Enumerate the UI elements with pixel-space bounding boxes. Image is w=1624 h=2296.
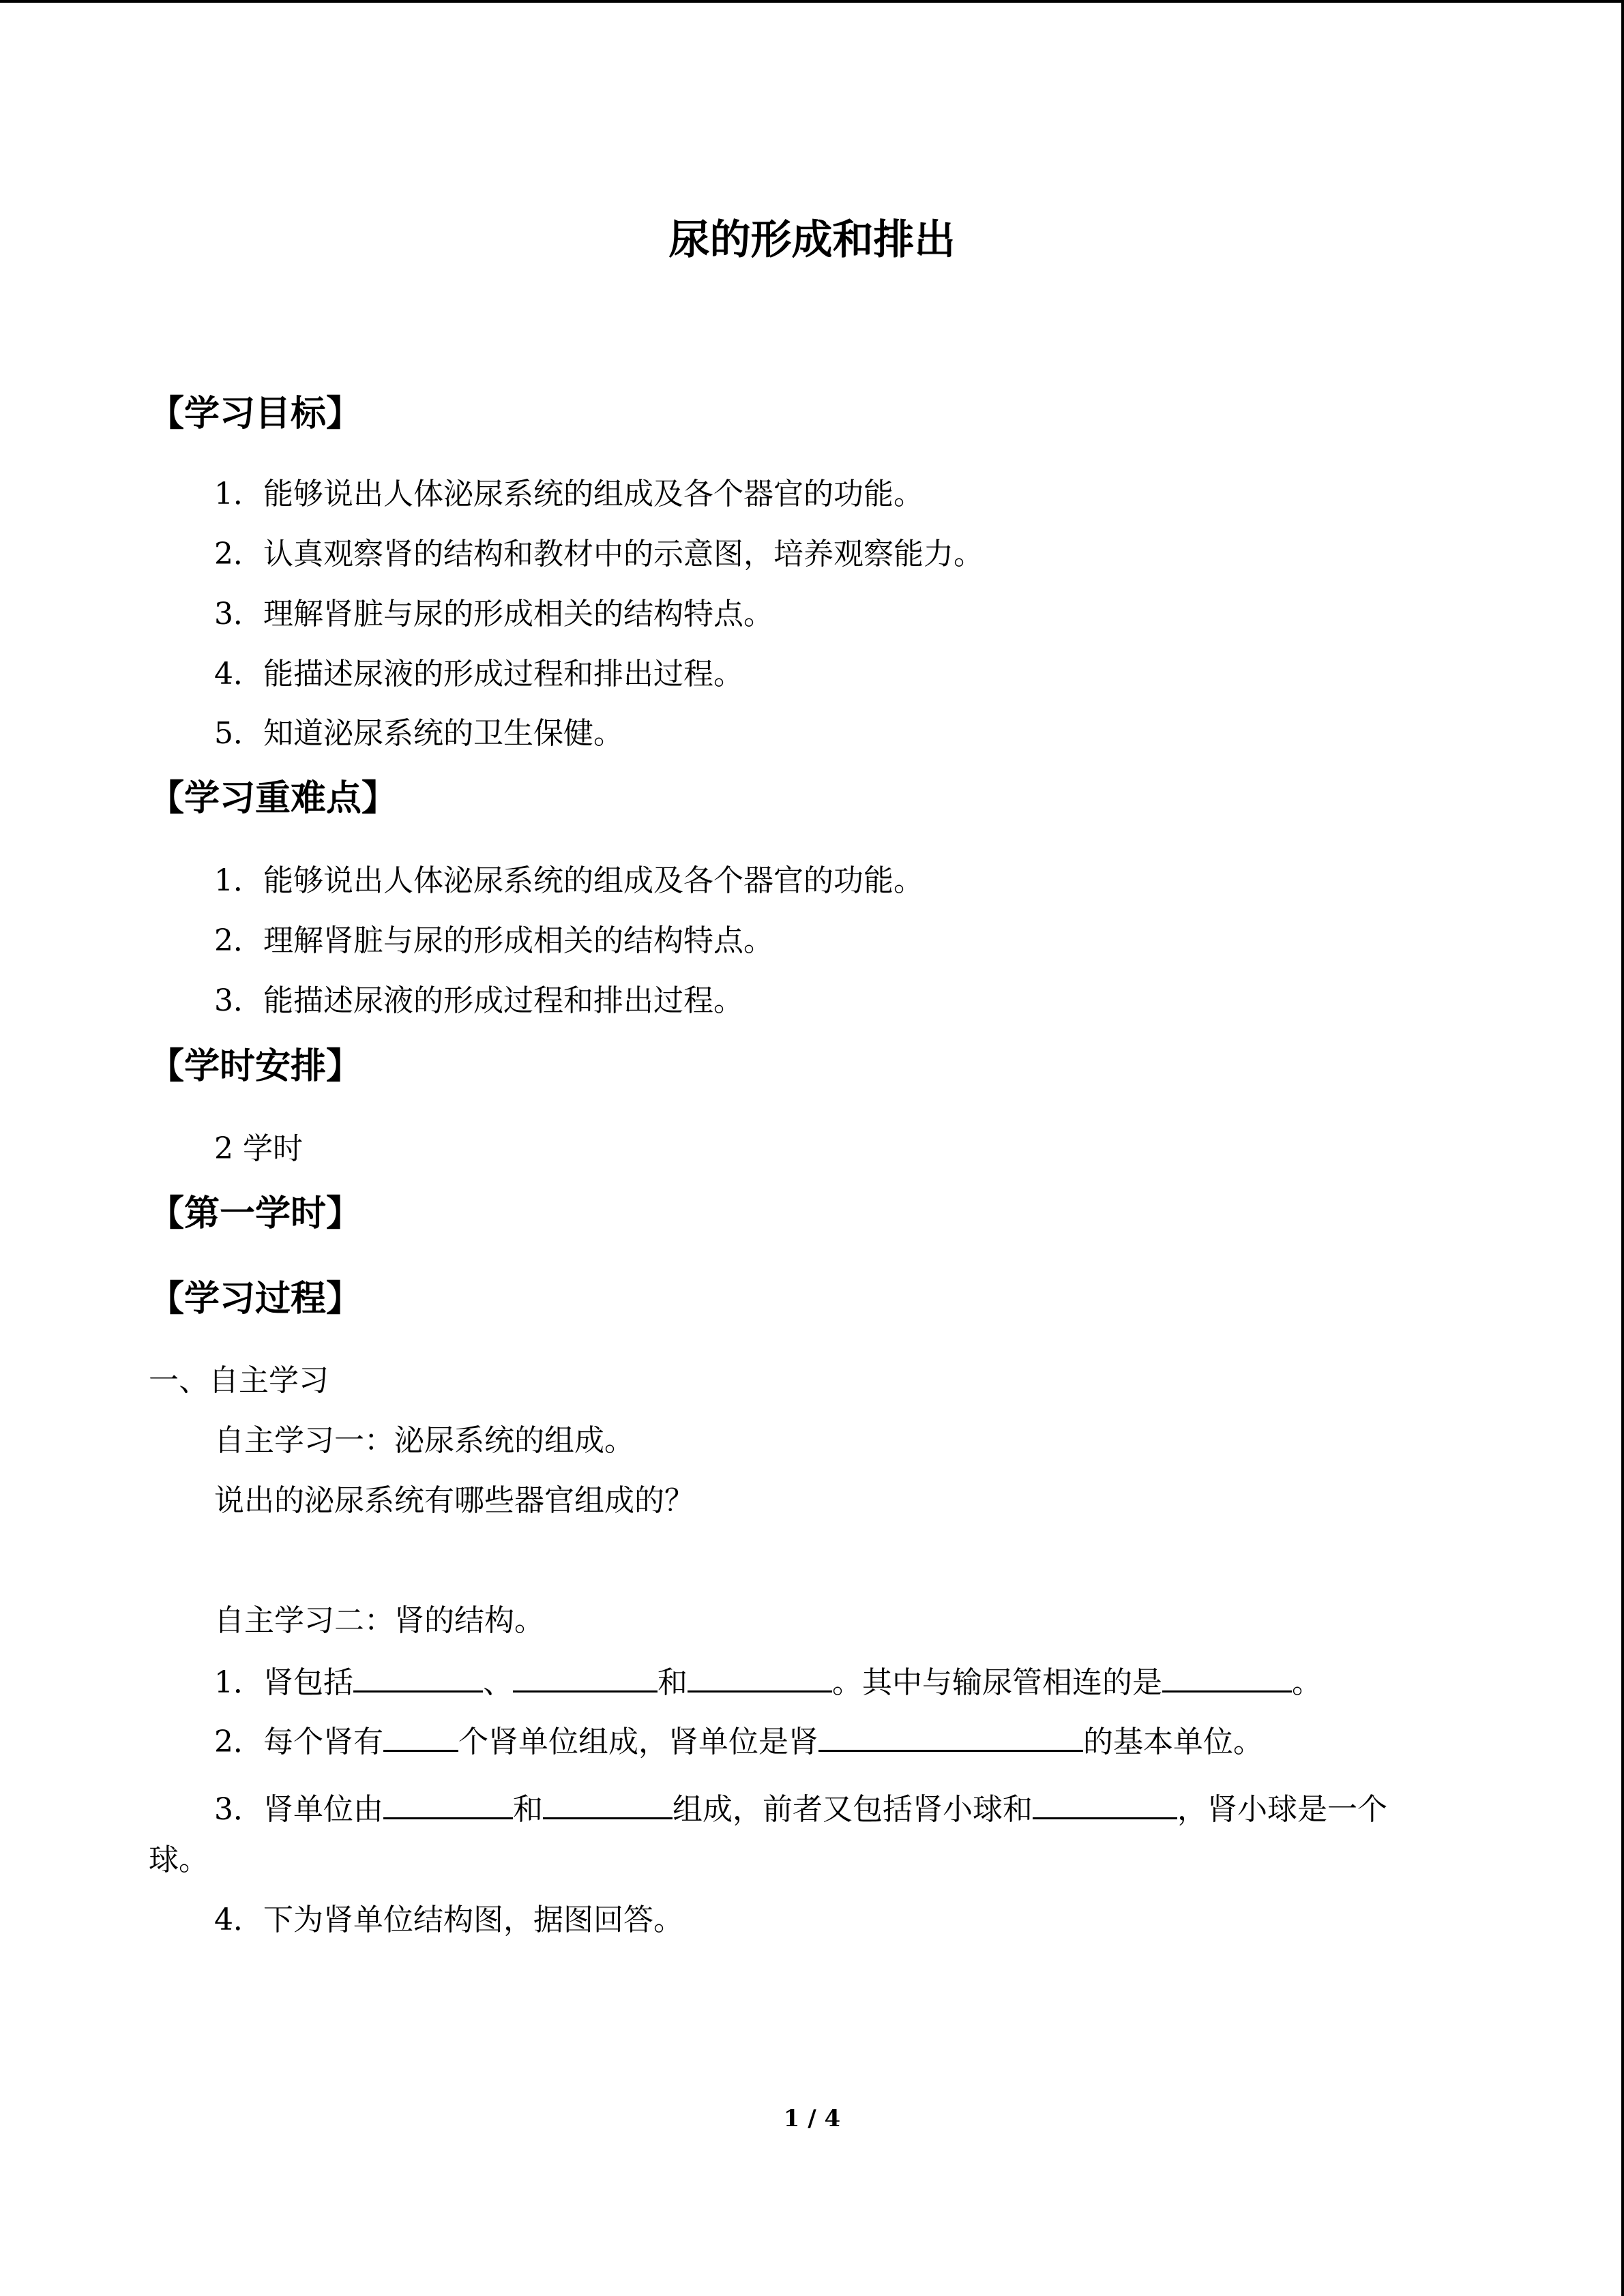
answer-blank[interactable] <box>818 1720 1083 1752</box>
answer-blank[interactable] <box>383 1787 513 1819</box>
fill-question-3-continued: 球。 <box>149 1843 209 1877</box>
self-study-title: 一、自主学习 <box>149 1363 329 1398</box>
fill-question-4: 4．下为肾单位结构图，据图回答。 <box>214 1903 683 1937</box>
self-study-part2: 自主学习二：肾的结构。 <box>214 1603 544 1638</box>
objective-item: 3．理解肾脏与尿的形成相关的结构特点。 <box>214 597 773 631</box>
heading-key-points: 【学习重难点】 <box>149 778 398 819</box>
self-study-question1: 说出的泌尿系统有哪些器官组成的？ <box>214 1483 694 1518</box>
key-point-item: 2．理解肾脏与尿的形成相关的结构特点。 <box>214 923 773 958</box>
schedule-text: 2 学时 <box>214 1131 303 1166</box>
fill-question-2: 2．每个肾有 个肾单位组成，肾单位是肾 的基本单位。 <box>214 1720 1263 1763</box>
answer-blank[interactable] <box>353 1660 483 1693</box>
answer-blank[interactable] <box>543 1787 673 1819</box>
page-top-border <box>0 0 1624 3</box>
answer-blank[interactable] <box>383 1720 458 1752</box>
objective-item: 1．能够说出人体泌尿系统的组成及各个器官的功能。 <box>214 477 924 511</box>
heading-objectives: 【学习目标】 <box>149 393 362 434</box>
heading-first-period: 【第一学时】 <box>149 1193 362 1234</box>
heading-schedule: 【学时安排】 <box>149 1046 362 1087</box>
page-number: 1 / 4 <box>783 2105 841 2132</box>
answer-blank[interactable] <box>513 1660 658 1693</box>
objective-item: 2．认真观察肾的结构和教材中的示意图，培养观察能力。 <box>214 537 984 571</box>
answer-blank[interactable] <box>1033 1787 1177 1819</box>
fill-question-3: 3．肾单位由 和 组成，前者又包括肾小球和 ，肾小球是一个 <box>214 1780 1483 1840</box>
answer-blank[interactable] <box>688 1660 832 1693</box>
fill-question-1: 1．肾包括 、 和 。其中与输尿管相连的是 。 <box>214 1660 1322 1703</box>
heading-process: 【学习过程】 <box>149 1279 362 1320</box>
objective-item: 4．能描述尿液的形成过程和排出过程。 <box>214 657 743 691</box>
document-title: 尿的形成和排出 <box>668 216 956 264</box>
key-point-item: 1．能够说出人体泌尿系统的组成及各个器官的功能。 <box>214 863 924 898</box>
self-study-part1: 自主学习一：泌尿系统的组成。 <box>214 1423 634 1458</box>
objective-item: 5．知道泌尿系统的卫生保健。 <box>214 716 623 751</box>
answer-blank[interactable] <box>1162 1660 1292 1693</box>
page-right-border <box>1621 0 1624 2296</box>
key-point-item: 3．能描述尿液的形成过程和排出过程。 <box>214 983 743 1018</box>
